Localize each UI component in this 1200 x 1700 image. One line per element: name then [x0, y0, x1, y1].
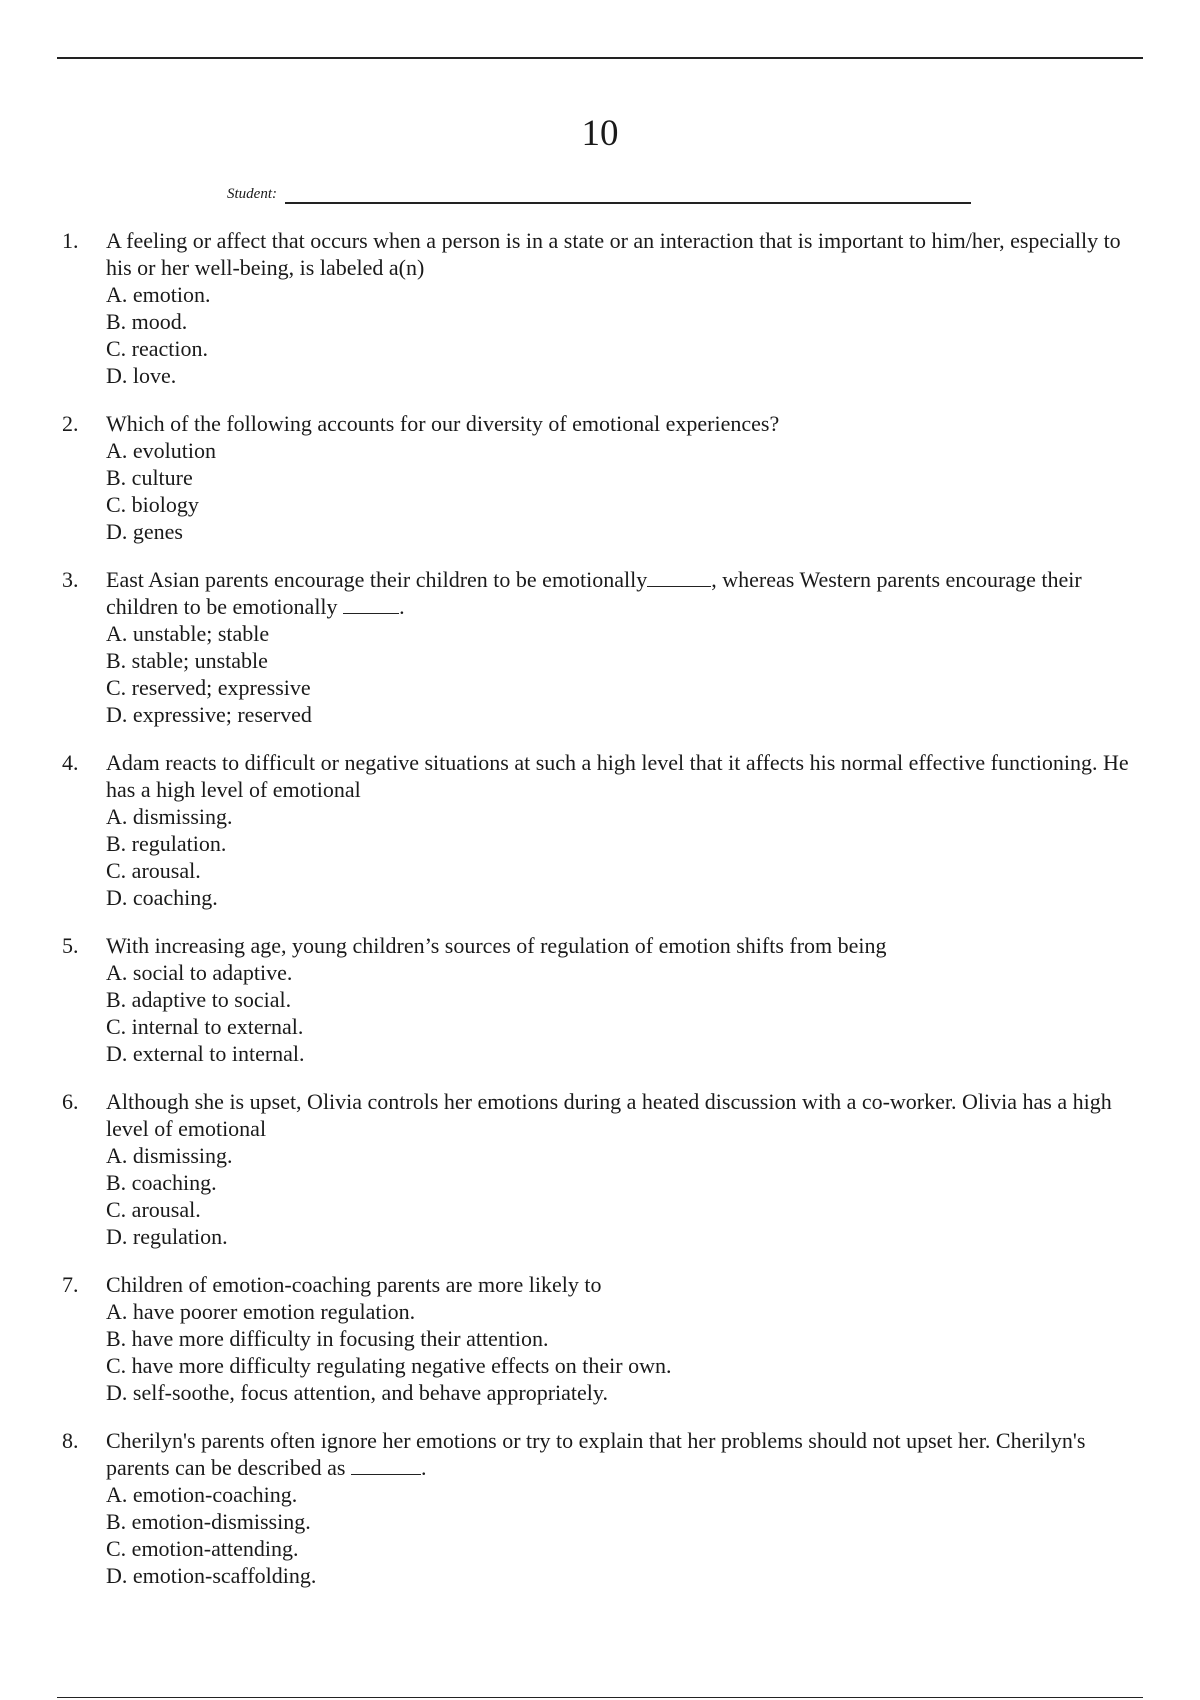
- option-d: D. love.: [106, 363, 177, 388]
- question-text-part-1: Cherilyn's parents often ignore her emotions or try to explain that her problems should not upset her. Cherilyn's parents can be described as: [106, 1428, 1086, 1480]
- question-text: A feeling or affect that occurs when a person is in a state or an interaction that is important to him/her, especially to his or her well-being, is labeled a(n): [106, 228, 1121, 280]
- option-c: C. reserved; expressive: [106, 675, 311, 700]
- question-text: [106, 1427, 1130, 1481]
- option-d: D. self-soothe, focus attention, and behave appropriately.: [106, 1380, 608, 1405]
- option-d: D. regulation.: [106, 1224, 228, 1249]
- option-a: A. dismissing.: [106, 804, 233, 829]
- option-b: B. regulation.: [106, 831, 227, 856]
- question-number: 6.: [62, 1089, 79, 1114]
- question-3: [0, 566, 1200, 728]
- option-c: C. internal to external.: [106, 1014, 304, 1039]
- option-a: A. unstable; stable: [106, 621, 270, 646]
- option-a: A. social to adaptive.: [106, 960, 293, 985]
- answer-blank: [343, 593, 399, 614]
- option-c: C. arousal.: [106, 1197, 201, 1222]
- question-number: 3.: [62, 567, 79, 592]
- question-text: With increasing age, young children’s sources of regulation of emotion shifts from being: [106, 933, 887, 958]
- option-b: B. adaptive to social.: [106, 987, 292, 1012]
- option-b: B. mood.: [106, 309, 188, 334]
- option-d: D. external to internal.: [106, 1041, 305, 1066]
- option-c: C. emotion-attending.: [106, 1536, 299, 1561]
- question-number: 4.: [62, 750, 79, 775]
- option-b: B. coaching.: [106, 1170, 217, 1195]
- question-text: Children of emotion-coaching parents are more likely to: [106, 1272, 602, 1297]
- student-name-line: [285, 184, 971, 204]
- option-d: D. emotion-scaffolding.: [106, 1563, 317, 1588]
- option-d: D. genes: [106, 519, 183, 544]
- question-2: [0, 410, 1200, 545]
- question-list: [0, 227, 1200, 1610]
- answer-blank: [647, 566, 711, 587]
- student-field: [227, 184, 971, 204]
- option-a: A. dismissing.: [106, 1143, 233, 1168]
- question-8: [0, 1427, 1200, 1589]
- student-label: Student:: [227, 186, 277, 202]
- question-text: Although she is upset, Olivia controls her emotions during a heated discussion with a co-worker. Olivia has a high level of emotional: [106, 1089, 1112, 1141]
- question-5: [0, 932, 1200, 1067]
- question-text-part-1: East Asian parents encourage their children to be emotionally: [106, 567, 648, 592]
- question-6: [0, 1088, 1200, 1250]
- option-b: B. have more difficulty in focusing their attention.: [106, 1326, 549, 1351]
- answer-blank: [351, 1454, 421, 1475]
- option-b: B. culture: [106, 465, 193, 490]
- option-b: B. emotion-dismissing.: [106, 1509, 311, 1534]
- question-text: Which of the following accounts for our diversity of emotional experiences?: [106, 411, 780, 436]
- option-a: A. emotion-coaching.: [106, 1482, 298, 1507]
- option-a: A. evolution: [106, 438, 216, 463]
- option-c: C. arousal.: [106, 858, 201, 883]
- question-text: Adam reacts to difficult or negative situations at such a high level that it affects his normal effective functioning. He has a high level of emotional: [106, 750, 1129, 802]
- option-c: C. biology: [106, 492, 199, 517]
- top-rule: [57, 57, 1143, 59]
- question-4: [0, 749, 1200, 911]
- option-c: C. have more difficulty regulating negative effects on their own.: [106, 1353, 672, 1378]
- question-1: [0, 227, 1200, 389]
- question-text-part-2: .: [420, 1455, 427, 1480]
- question-number: 2.: [62, 411, 79, 436]
- option-d: D. coaching.: [106, 885, 218, 910]
- page-title: 10: [581, 113, 619, 154]
- question-number: 8.: [62, 1428, 79, 1453]
- question-text: [106, 566, 1130, 620]
- option-c: C. reaction.: [106, 336, 209, 361]
- question-text-part-2: , whereas Western parents encourage their children to be emotionally: [106, 567, 1082, 619]
- option-d: D. expressive; reserved: [106, 702, 312, 727]
- question-text-part-3: .: [399, 594, 405, 619]
- question-number: 1.: [62, 228, 79, 253]
- option-b: B. stable; unstable: [106, 648, 268, 673]
- question-number: 5.: [62, 933, 79, 958]
- bottom-rule: [57, 1697, 1143, 1698]
- question-number: 7.: [62, 1272, 79, 1297]
- option-a: A. have poorer emotion regulation.: [106, 1299, 416, 1324]
- question-7: [0, 1271, 1200, 1406]
- option-a: A. emotion.: [106, 282, 211, 307]
